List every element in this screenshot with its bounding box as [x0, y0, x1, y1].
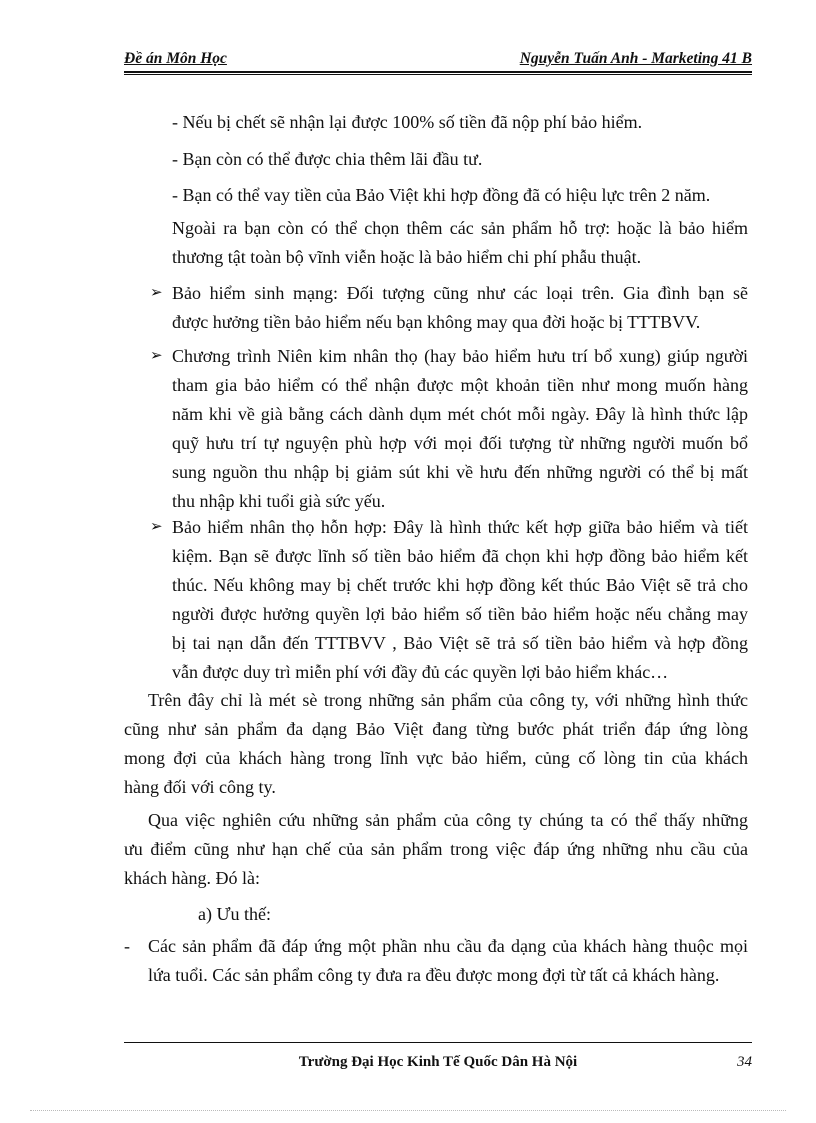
- bullet-line: Bảo hiểm sinh mạng: Đối tượng cũng như các loại trên. Gia đình bạn sẽ: [172, 283, 748, 303]
- paragraph-line: cũng như sản phẩm đa dạng Bảo Việt đang từng bước phát triển đáp ứng lòng: [124, 719, 748, 739]
- header-course-title: Đề án Môn Học: [124, 50, 227, 67]
- dash-marker: -: [124, 936, 130, 956]
- footer-rule: [124, 1042, 752, 1043]
- paragraph-line: Trên đây chỉ là mét sè trong những sản phẩm của công ty, với những hình thức: [148, 690, 748, 710]
- page-bottom-dotted-line: [30, 1110, 786, 1111]
- paragraph-line: ưu điểm cũng như hạn chế của sản phẩm trong việc đáp ứng những nhu cầu của: [124, 839, 748, 859]
- bullet-line: vẫn được duy trì miễn phí với đầy đủ các quyền lợi bảo hiểm khác…: [172, 662, 669, 682]
- paragraph-line: thương tật toàn bộ vĩnh viễn hoặc là bảo hiểm chi phí phẫu thuật.: [172, 247, 642, 267]
- paragraph-line: hàng đối với công ty.: [124, 777, 276, 797]
- header-rule-thin: [124, 74, 752, 75]
- dash-item-line: lứa tuổi. Các sản phẩm công ty đưa ra đều được mong đợi từ tất cả khách hàng.: [148, 965, 720, 985]
- bullet-line: sung nguồn thu nhập bị giảm sút khi về hưu đến những người có thể bị mất: [172, 462, 748, 482]
- bullet-line: thu nhập khi tuổi già sức yếu.: [172, 491, 386, 511]
- header-author: Nguyễn Tuấn Anh - Marketing 41 B: [519, 50, 752, 67]
- paragraph-line: mong đợi của khách hàng trong lĩnh vực bảo hiểm, củng cố lòng tin của khách: [124, 748, 748, 768]
- paragraph-line: Qua việc nghiên cứu những sản phẩm của công ty chúng ta có thể thấy những: [148, 810, 748, 830]
- subheading: a) Ưu thế:: [198, 904, 271, 924]
- header-rule: [124, 71, 752, 73]
- footer-school: Trường Đại Học Kinh Tế Quốc Dân Hà Nội: [298, 1054, 578, 1070]
- bullet-line: Chương trình Niên kim nhân thọ (hay bảo hiểm hưu trí bổ xung) giúp người: [172, 346, 748, 366]
- paragraph-line: Ngoài ra bạn còn có thể chọn thêm các sản phẩm hỗ trợ: hoặc là bảo hiểm: [172, 218, 748, 238]
- bullet-line: bị tai nạn dẫn đến TTTBVV , Bảo Việt sẽ trả số tiền bảo hiểm và hợp đồng: [172, 633, 748, 653]
- dash-item: - Nếu bị chết sẽ nhận lại được 100% số tiền đã nộp phí bảo hiểm.: [172, 112, 643, 132]
- arrow-bullet-icon: ➢: [150, 285, 163, 301]
- bullet-line: thúc. Nếu không may bị chết trước khi hợp đồng kết thúc Bảo Việt sẽ trả cho: [172, 575, 748, 595]
- arrow-bullet-icon: ➢: [150, 519, 163, 535]
- dash-item-line: Các sản phẩm đã đáp ứng một phần nhu cầu đa dạng của khách hàng thuộc mọi: [148, 936, 748, 956]
- dash-item: - Bạn có thể vay tiền của Bảo Việt khi hợp đồng đã có hiệu lực trên 2 năm.: [172, 185, 711, 205]
- paragraph-line: khách hàng. Đó là:: [124, 868, 260, 888]
- page-number: 34: [737, 1054, 752, 1070]
- arrow-bullet-icon: ➢: [150, 348, 163, 364]
- bullet-line: tham gia bảo hiểm có thể nhận được một khoản tiền như mong muốn hàng: [172, 375, 748, 395]
- page-header: [124, 50, 752, 68]
- bullet-line: Bảo hiểm nhân thọ hỗn hợp: Đây là hình thức kết hợp giữa bảo hiểm và tiết: [172, 517, 748, 537]
- bullet-line: quỹ hưu trí tự nguyện phù hợp với mọi đối tượng từ những người muốn bổ: [172, 433, 748, 453]
- bullet-line: năm khi về già bằng cách dành dụm mét chót mỗi ngày. Đây là hình thức lập: [172, 404, 748, 424]
- dash-item: - Bạn còn có thể được chia thêm lãi đầu tư.: [172, 149, 483, 169]
- bullet-line: người được hưởng quyền lợi bảo hiểm số tiền bảo hiểm hoặc nếu chẳng may: [172, 604, 748, 624]
- bullet-line: kiệm. Bạn sẽ được lĩnh số tiền bảo hiểm đã chọn khi hợp đồng bảo hiểm kết: [172, 546, 748, 566]
- bullet-line: được hưởng tiền bảo hiểm nếu bạn không may qua đời hoặc bị TTTBVV.: [172, 312, 701, 332]
